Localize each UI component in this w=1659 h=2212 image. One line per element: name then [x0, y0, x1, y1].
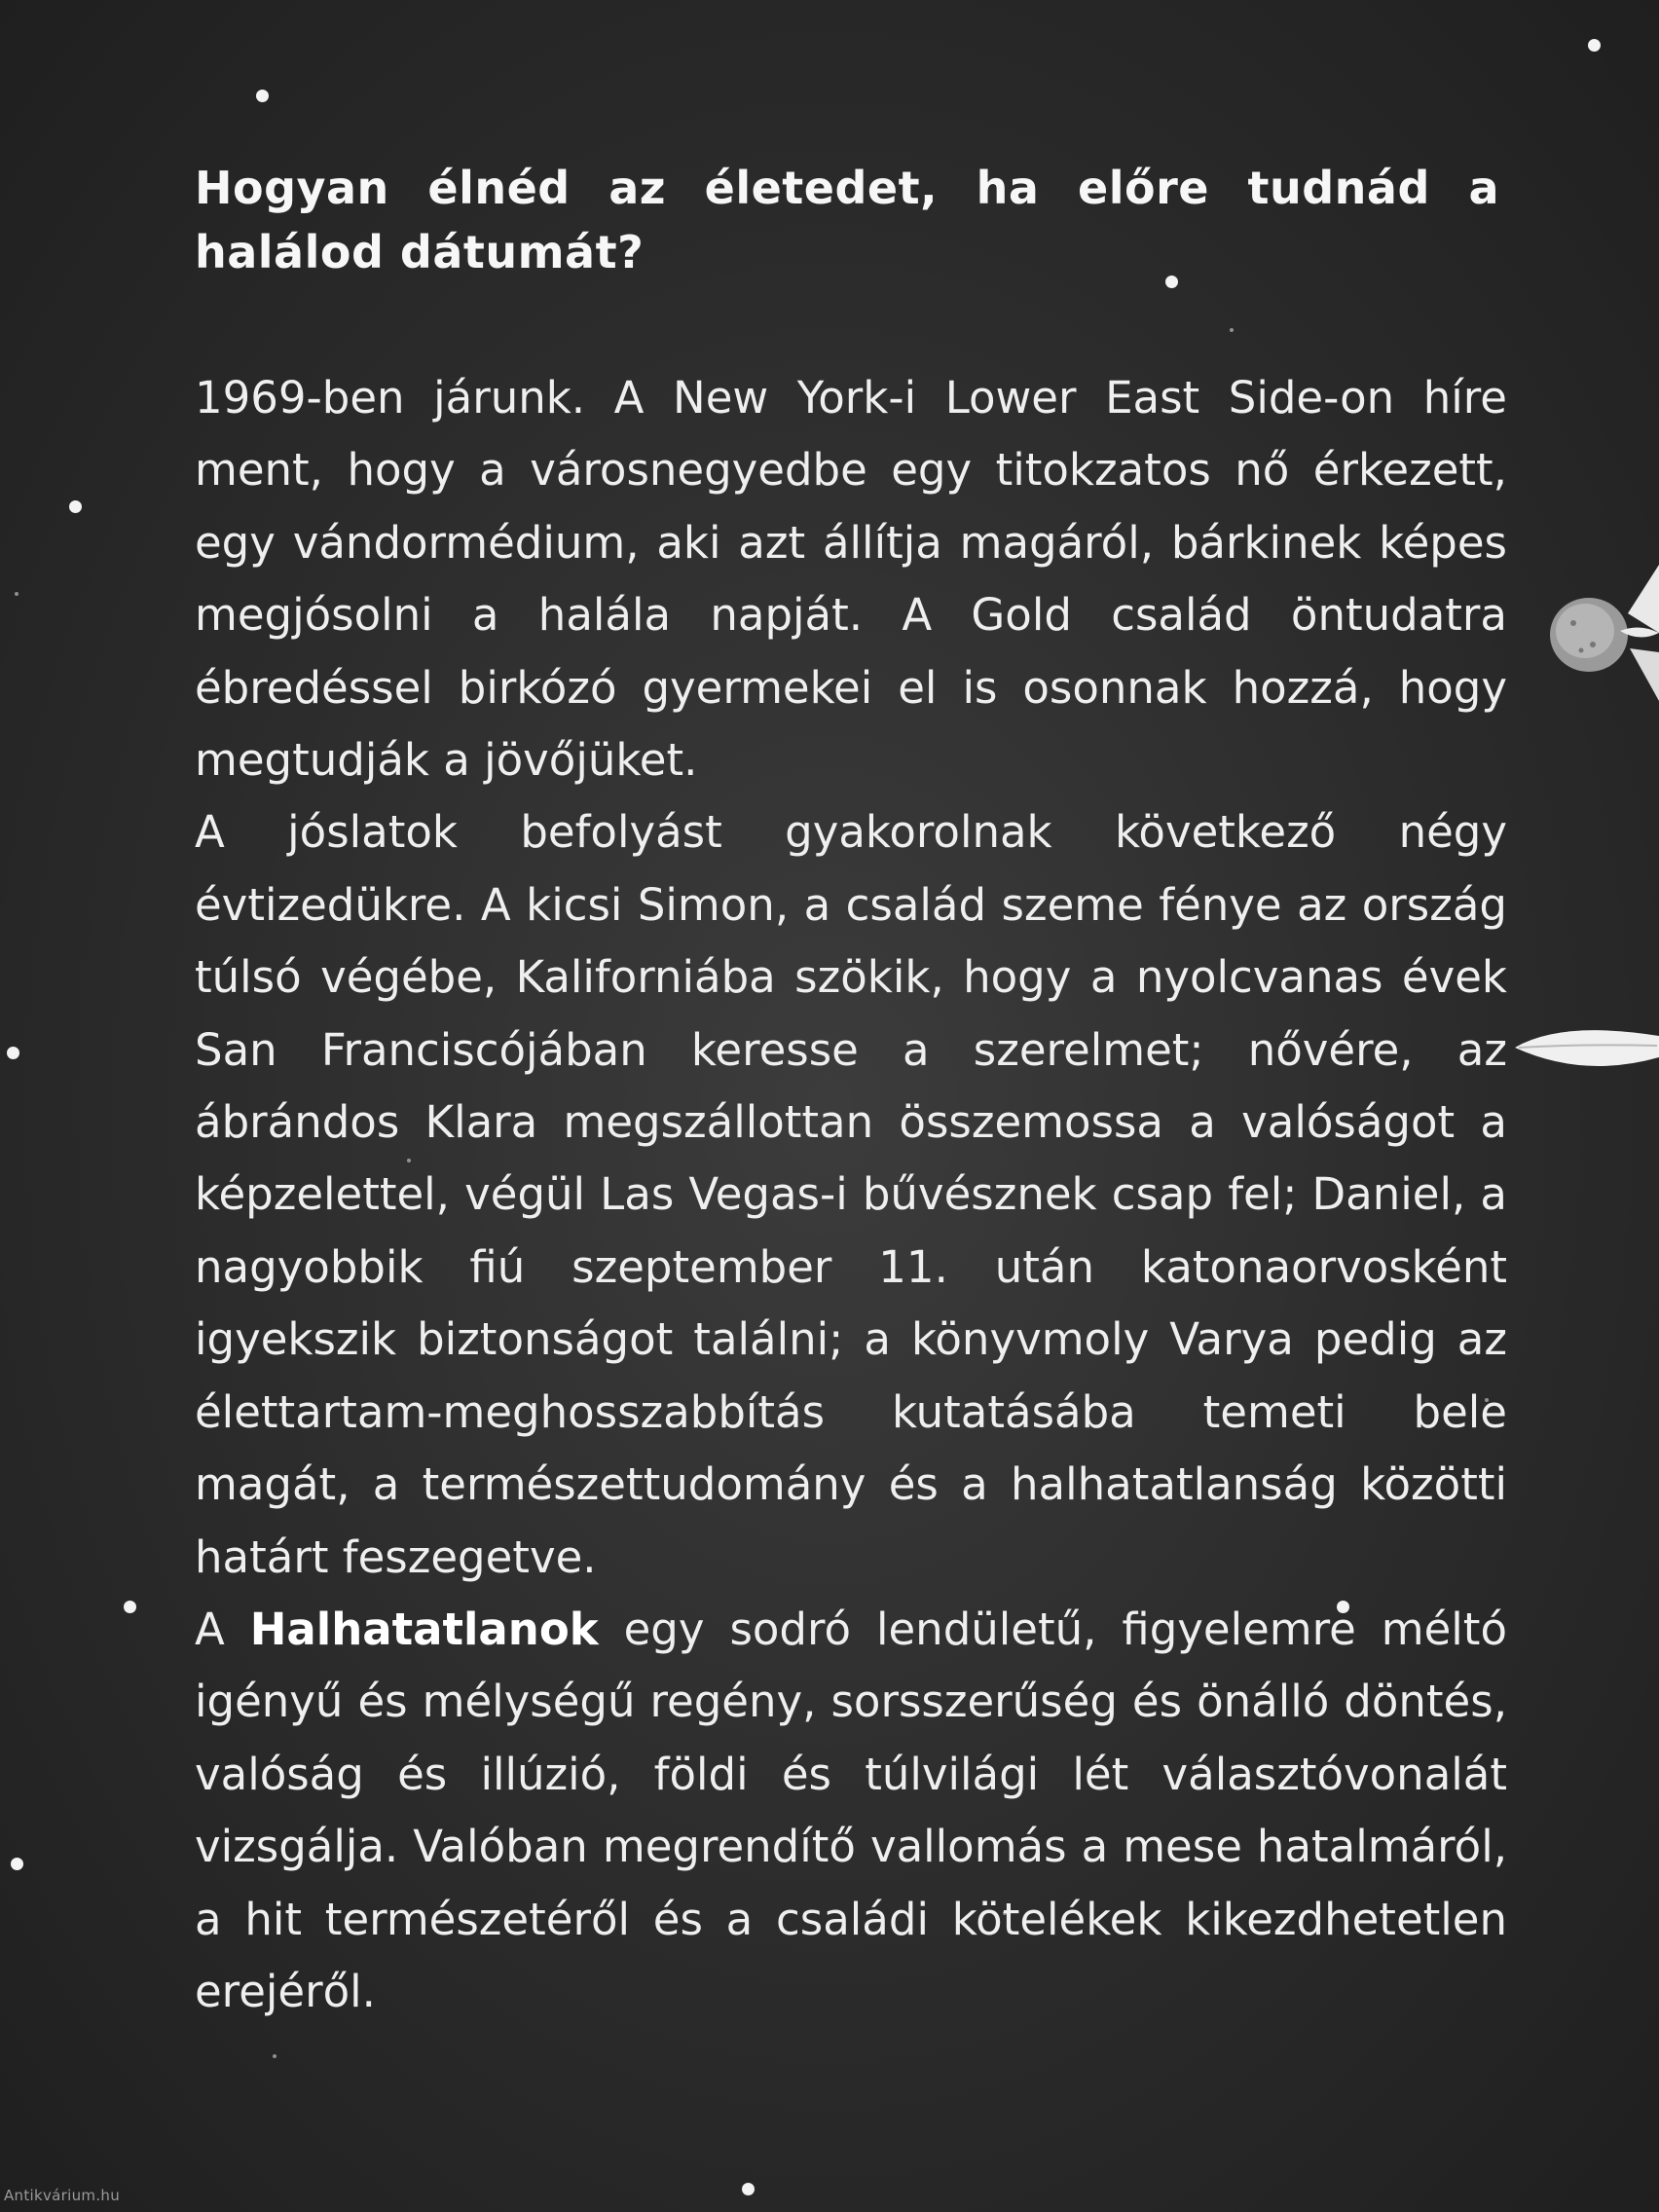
dust-speck — [15, 592, 18, 596]
star-dot-1 — [256, 90, 269, 102]
dust-speck — [273, 2054, 276, 2058]
book-title: Halhatatlanok — [249, 1603, 599, 1655]
leaf-illustration — [1515, 1022, 1659, 1075]
star-dot-9 — [742, 2183, 755, 2195]
star-dot-6 — [124, 1601, 136, 1613]
dust-speck — [1230, 328, 1234, 332]
blurb-paragraph-1: 1969-ben járunk. A New York-i Lower East Side-on híre ment, hogy a városnegyedbe egy titokzatos nő érkezett, egy vándormédium, aki azt állítja magáról, bárkinek képes megjósolni a halála napját. A Gold család öntudatra ébredéssel birkózó gyermekei el is osonnak hozzá, hogy megtudják a jövőjüket. — [195, 372, 1507, 787]
blurb-paragraph-2: A jóslatok befolyást gyakorolnak következő négy évtizedükre. A kicsi Simon, a család szeme fénye az ország túlsó végébe, Kaliforniába szökik, hogy a nyolcvanas évek San Franciscójában keresse a szerelmet; nővére, az ábrándos Klara megszállottan összemossa a valóságot a képzelettel, végül Las Vegas-i bűvésznek csap fel; Daniel, a nagyobbik fiú szeptember 11. után katonaorvosként igyekszik biztonságot találni; a könyvmoly Varya pedig az élettartam-meghosszabbítás kutatásába temeti bele magát, a természettudomány és a halhatatlanság közötti határt feszegetve. — [195, 806, 1507, 1583]
star-dot-8 — [11, 1858, 23, 1870]
flower-illustration — [1538, 555, 1659, 711]
cover-heading: Hogyan élnéd az életedet, ha előre tudnád a halálod dátumát? — [195, 162, 1499, 278]
watermark: Antikvárium.hu — [4, 2187, 121, 2204]
blurb-paragraph-3 — [195, 1594, 1507, 2028]
blurb-paragraph-3-rest: egy sodró lendületű, figyelemre méltó igényű és mélységű regény, sorsszerűség és önálló döntés, valóság és illúzió, földi és túlvilági lét választóvonalát vizsgálja. Valóban megrendítő vallomás a mese hatalmáról, a hit természetéről és a családi kötelékek kikezdhetetlen erejéről. — [195, 1603, 1507, 2017]
star-dot-4 — [69, 500, 82, 513]
star-dot-5 — [7, 1047, 19, 1059]
star-dot-2 — [1588, 39, 1601, 52]
blurb-paragraph-3-start: A — [195, 1603, 225, 1655]
blurb-text — [195, 362, 1507, 2028]
